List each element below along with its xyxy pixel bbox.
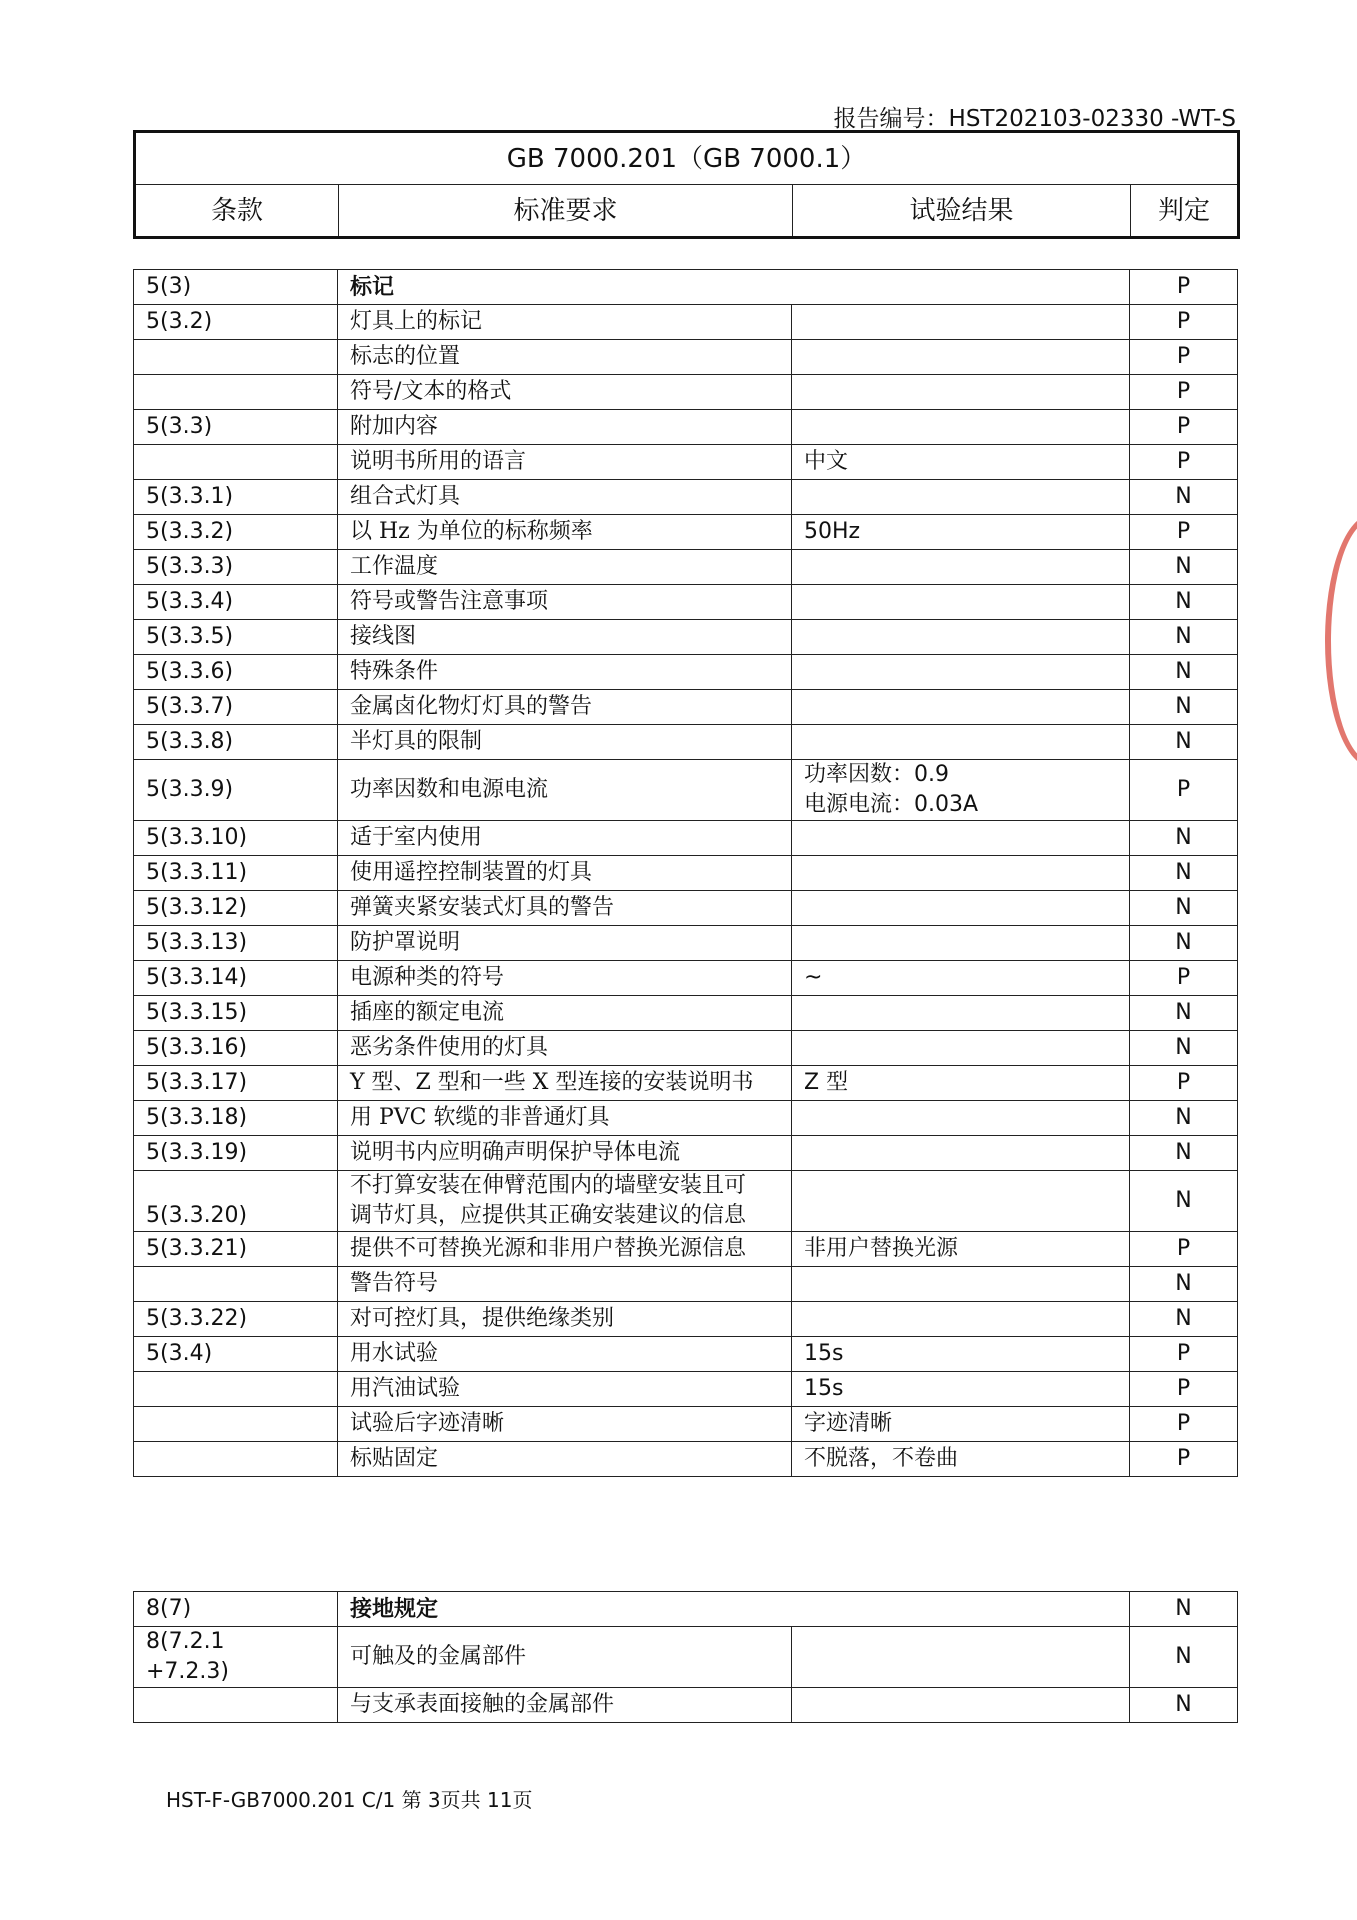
- clause-cell: [134, 926, 338, 961]
- requirement-cell: [338, 1267, 792, 1302]
- result-cell: [792, 375, 1130, 410]
- column-header-verdict: 判定: [1131, 185, 1239, 238]
- clause-cell: [134, 655, 338, 690]
- result-cell: [792, 1232, 1130, 1267]
- table-row: [134, 1066, 1238, 1101]
- requirement-text: 组合式灯具: [350, 484, 461, 509]
- requirement-cell: [338, 270, 1130, 305]
- table-row: [134, 620, 1238, 655]
- requirement-text: 防护罩说明: [350, 930, 461, 955]
- clause-text: 5(3.3.7): [146, 694, 234, 719]
- clause-cell: [134, 270, 338, 305]
- result-cell: [792, 515, 1130, 550]
- clause-cell: [134, 445, 338, 480]
- clause-text: 5(3.3.12): [146, 895, 248, 920]
- result-text: 功率因数：0.9: [804, 762, 949, 787]
- verdict-cell: P: [1130, 1372, 1238, 1407]
- requirement-text: 可触及的金属部件: [350, 1644, 527, 1669]
- clause-text: 5(3.3.3): [146, 554, 234, 579]
- result-cell: [792, 340, 1130, 375]
- requirement-cell: [338, 1066, 792, 1101]
- result-text: 不脱落，不卷曲: [804, 1446, 959, 1471]
- clause-cell: [134, 760, 338, 821]
- clause-text: 5(3.3.5): [146, 624, 234, 649]
- result-text: 非用户替换光源: [804, 1236, 959, 1261]
- requirement-text: 电源种类的符号: [350, 965, 505, 990]
- requirement-text: 以 Hz 为单位的标称频率: [350, 519, 593, 544]
- requirement-text: 用 PVC 软缆的非普通灯具: [350, 1105, 610, 1130]
- table-row: [134, 1407, 1238, 1442]
- requirement-text: 使用遥控控制装置的灯具: [350, 860, 593, 885]
- result-text-line2: 电源电流：0.03A: [804, 792, 979, 817]
- clause-text: 5(3): [146, 274, 192, 299]
- clause-cell: [134, 340, 338, 375]
- clause-cell: [134, 1101, 338, 1136]
- requirement-text: 用水试验: [350, 1341, 439, 1366]
- table-row: [134, 375, 1238, 410]
- requirement-cell: [338, 1337, 792, 1372]
- clause-text: 8(7): [146, 1596, 192, 1621]
- table-row: [134, 856, 1238, 891]
- table-row: [134, 690, 1238, 725]
- clause-cell: [134, 305, 338, 340]
- table-row: [134, 926, 1238, 961]
- clause-cell: [134, 1031, 338, 1066]
- clause-cell: [134, 1337, 338, 1372]
- verdict-cell: N: [1130, 480, 1238, 515]
- result-cell: [792, 1101, 1130, 1136]
- verdict-cell: N: [1130, 585, 1238, 620]
- requirement-cell: [338, 305, 792, 340]
- result-cell: [792, 926, 1130, 961]
- table-row: [134, 1372, 1238, 1407]
- requirement-cell: [338, 410, 792, 445]
- clause-cell: [134, 1232, 338, 1267]
- verdict-cell: N: [1130, 690, 1238, 725]
- result-cell: [792, 1066, 1130, 1101]
- clause-cell: [134, 1372, 338, 1407]
- result-cell: [792, 445, 1130, 480]
- result-cell: [792, 1442, 1130, 1477]
- requirement-text: 用汽油试验: [350, 1376, 461, 1401]
- clause-text: 5(3.2): [146, 309, 213, 334]
- clause-text: 5(3.3.6): [146, 659, 234, 684]
- clause-text: 8(7.2.1: [146, 1629, 225, 1654]
- result-cell: [792, 760, 1130, 821]
- verdict-cell: P: [1130, 1337, 1238, 1372]
- requirement-text-line2: 调节灯具，应提供其正确安装建议的信息: [350, 1203, 747, 1228]
- table-row: [134, 1302, 1238, 1337]
- result-cell: [792, 856, 1130, 891]
- table-row: [134, 1031, 1238, 1066]
- table-row: [134, 1442, 1238, 1477]
- clause-cell: [134, 690, 338, 725]
- clause-cell: [134, 891, 338, 926]
- clause-text: 5(3.3.1): [146, 484, 234, 509]
- requirement-cell: [338, 725, 792, 760]
- report-number: 报告编号：HST202103-02330 -WT-S: [833, 106, 1236, 132]
- clause-text: 5(3.3): [146, 414, 213, 439]
- result-cell: [792, 1136, 1130, 1171]
- result-cell: [792, 1407, 1130, 1442]
- requirement-text: 接线图: [350, 624, 417, 649]
- requirement-cell: [338, 1232, 792, 1267]
- clause-text: 5(3.4): [146, 1341, 213, 1366]
- result-cell: [792, 690, 1130, 725]
- verdict-cell: P: [1130, 1442, 1238, 1477]
- requirement-cell: [338, 926, 792, 961]
- table-row: [134, 1232, 1238, 1267]
- requirement-text: 工作温度: [350, 554, 439, 579]
- clause-text: 5(3.3.15): [146, 1000, 248, 1025]
- clause-cell: [134, 1407, 338, 1442]
- requirement-cell: [338, 996, 792, 1031]
- table-row: [134, 996, 1238, 1031]
- result-cell: [792, 480, 1130, 515]
- requirement-text: 试验后字迹清晰: [350, 1411, 505, 1436]
- result-cell: [792, 410, 1130, 445]
- table-row: [134, 655, 1238, 690]
- clause-text: 5(3.3.9): [146, 777, 234, 802]
- requirement-cell: [338, 375, 792, 410]
- result-cell: [792, 961, 1130, 996]
- clause-cell: [134, 856, 338, 891]
- verdict-cell: P: [1130, 760, 1238, 821]
- table-row: [134, 821, 1238, 856]
- requirement-text: 金属卤化物灯灯具的警告: [350, 694, 593, 719]
- requirement-cell: [338, 550, 792, 585]
- requirement-cell: [338, 961, 792, 996]
- verdict-cell: N: [1130, 1101, 1238, 1136]
- requirement-text: 说明书所用的语言: [350, 449, 527, 474]
- requirement-cell: [338, 1136, 792, 1171]
- verdict-cell: N: [1130, 1302, 1238, 1337]
- verdict-cell: P: [1130, 375, 1238, 410]
- requirement-cell: [338, 1407, 792, 1442]
- table-row: [134, 410, 1238, 445]
- clause-cell: [134, 821, 338, 856]
- table-row: [134, 305, 1238, 340]
- requirement-cell: [338, 1372, 792, 1407]
- clause-cell: [134, 1171, 338, 1232]
- result-cell: [792, 996, 1130, 1031]
- clause-cell: [134, 1442, 338, 1477]
- result-cell: [792, 585, 1130, 620]
- requirement-cell: [338, 515, 792, 550]
- standard-header-table: [133, 130, 1240, 239]
- requirement-text: Y 型、Z 型和一些 X 型连接的安装说明书: [350, 1070, 754, 1095]
- requirement-cell: [338, 480, 792, 515]
- result-cell: [792, 1337, 1130, 1372]
- verdict-cell: N: [1130, 1267, 1238, 1302]
- verdict-cell: P: [1130, 515, 1238, 550]
- requirement-text: 弹簧夹紧安装式灯具的警告: [350, 895, 615, 920]
- requirement-text: 标贴固定: [350, 1446, 439, 1471]
- clause-text: 5(3.3.18): [146, 1105, 248, 1130]
- clause-text: 5(3.3.17): [146, 1070, 248, 1095]
- table-row: [134, 760, 1238, 821]
- requirement-cell: [338, 340, 792, 375]
- requirement-text: 恶劣条件使用的灯具: [350, 1035, 549, 1060]
- table-row: [134, 445, 1238, 480]
- page-footer: HST-F-GB7000.201 C/1 第 3页共 11页: [166, 1788, 533, 1812]
- requirement-cell: [338, 655, 792, 690]
- clause-cell: [134, 725, 338, 760]
- verdict-cell: N: [1130, 926, 1238, 961]
- result-text: 中文: [804, 449, 849, 474]
- result-cell: [792, 1031, 1130, 1066]
- clause-text: 5(3.3.16): [146, 1035, 248, 1060]
- requirement-text: 半灯具的限制: [350, 729, 483, 754]
- requirement-cell: [338, 891, 792, 926]
- result-text: 15s: [804, 1376, 844, 1401]
- verdict-cell: N: [1130, 725, 1238, 760]
- verdict-cell: N: [1130, 1592, 1238, 1627]
- standard-title: GB 7000.201（GB 7000.1）: [135, 132, 1239, 185]
- requirement-cell: [338, 1442, 792, 1477]
- verdict-cell: N: [1130, 856, 1238, 891]
- requirement-text: 接地规定: [350, 1596, 439, 1622]
- clause-cell: [134, 996, 338, 1031]
- clause-cell: [134, 1267, 338, 1302]
- clause-text: 5(3.3.21): [146, 1236, 248, 1261]
- result-cell: [792, 1302, 1130, 1337]
- requirement-text: 灯具上的标记: [350, 309, 483, 334]
- requirement-text: 符号或警告注意事项: [350, 589, 549, 614]
- clause-cell: [134, 375, 338, 410]
- requirement-cell: [338, 1592, 1130, 1627]
- clause-text: 5(3.3.22): [146, 1306, 248, 1331]
- verdict-cell: P: [1130, 1232, 1238, 1267]
- result-cell: [792, 1688, 1130, 1723]
- table-row: [134, 1688, 1238, 1723]
- verdict-cell: N: [1130, 891, 1238, 926]
- clause-cell: [134, 620, 338, 655]
- clause-cell: [134, 1302, 338, 1337]
- requirement-text: 说明书内应明确声明保护导体电流: [350, 1140, 681, 1165]
- clause-cell: [134, 1592, 338, 1627]
- clause-cell: [134, 1688, 338, 1723]
- table-row: [134, 480, 1238, 515]
- verdict-cell: N: [1130, 655, 1238, 690]
- verdict-cell: P: [1130, 410, 1238, 445]
- requirement-cell: [338, 1688, 792, 1723]
- table-row: [134, 725, 1238, 760]
- verdict-cell: N: [1130, 620, 1238, 655]
- requirement-cell: [338, 1627, 792, 1688]
- verdict-cell: N: [1130, 1031, 1238, 1066]
- clause-cell: [134, 480, 338, 515]
- requirement-text: 标记: [350, 274, 395, 300]
- table-row: [134, 961, 1238, 996]
- clause-cell: [134, 410, 338, 445]
- result-cell: [792, 550, 1130, 585]
- clause-cell: [134, 550, 338, 585]
- requirement-text: 特殊条件: [350, 659, 439, 684]
- requirement-text: 警告符号: [350, 1271, 439, 1296]
- result-cell: [792, 891, 1130, 926]
- clause-8-7-table: [133, 1591, 1238, 1723]
- clause-text: 5(3.3.8): [146, 729, 234, 754]
- clause-5-3-table: [133, 269, 1238, 1477]
- clause-cell: [134, 515, 338, 550]
- clause-text: 5(3.3.4): [146, 589, 234, 614]
- clause-text: 5(3.3.20): [146, 1203, 248, 1228]
- clause-text: 5(3.3.10): [146, 825, 248, 850]
- requirement-text: 标志的位置: [350, 344, 461, 369]
- result-cell: [792, 1267, 1130, 1302]
- requirement-text: 与支承表面接触的金属部件: [350, 1692, 615, 1717]
- table-row: [134, 1136, 1238, 1171]
- verdict-cell: P: [1130, 445, 1238, 480]
- column-header-clause: 条款: [135, 185, 339, 238]
- verdict-cell: N: [1130, 1171, 1238, 1232]
- verdict-cell: N: [1130, 821, 1238, 856]
- clause-cell: [134, 961, 338, 996]
- requirement-cell: [338, 445, 792, 480]
- requirement-cell: [338, 1101, 792, 1136]
- table-row: [134, 270, 1238, 305]
- verdict-cell: N: [1130, 1136, 1238, 1171]
- requirement-cell: [338, 620, 792, 655]
- requirement-text: 功率因数和电源电流: [350, 777, 549, 802]
- result-cell: [792, 620, 1130, 655]
- verdict-cell: N: [1130, 1688, 1238, 1723]
- requirement-cell: [338, 760, 792, 821]
- verdict-cell: N: [1130, 996, 1238, 1031]
- table-row: [134, 1101, 1238, 1136]
- requirement-cell: [338, 1031, 792, 1066]
- table-row: [134, 515, 1238, 550]
- clause-cell: [134, 585, 338, 620]
- table-row: [134, 550, 1238, 585]
- clause-text: 5(3.3.19): [146, 1140, 248, 1165]
- requirement-text: 插座的额定电流: [350, 1000, 505, 1025]
- clause-cell: [134, 1627, 338, 1688]
- verdict-cell: P: [1130, 270, 1238, 305]
- requirement-text: 符号/文本的格式: [350, 379, 512, 404]
- result-text: 字迹清晰: [804, 1411, 893, 1436]
- clause-cell: [134, 1136, 338, 1171]
- clause-cell: [134, 1066, 338, 1101]
- requirement-cell: [338, 585, 792, 620]
- table-row: [134, 1627, 1238, 1688]
- clause-text: 5(3.3.14): [146, 965, 248, 990]
- requirement-cell: [338, 690, 792, 725]
- verdict-cell: P: [1130, 1407, 1238, 1442]
- requirement-cell: [338, 1171, 792, 1232]
- verdict-cell: P: [1130, 961, 1238, 996]
- verdict-cell: N: [1130, 1627, 1238, 1688]
- table-row: [134, 1171, 1238, 1232]
- seal-stamp: [1325, 515, 1357, 767]
- result-cell: [792, 1171, 1130, 1232]
- clause-text-line2: +7.2.3): [146, 1659, 229, 1684]
- requirement-text: 适于室内使用: [350, 825, 483, 850]
- result-cell: [792, 725, 1130, 760]
- result-cell: [792, 1627, 1130, 1688]
- table-row: [134, 1592, 1238, 1627]
- requirement-cell: [338, 821, 792, 856]
- result-text: 50Hz: [804, 519, 861, 544]
- clause-text: 5(3.3.2): [146, 519, 234, 544]
- requirement-text: 附加内容: [350, 414, 439, 439]
- result-cell: [792, 655, 1130, 690]
- requirement-text: 提供不可替换光源和非用户替换光源信息: [350, 1236, 747, 1261]
- result-cell: [792, 1372, 1130, 1407]
- requirement-cell: [338, 1302, 792, 1337]
- table-row: [134, 585, 1238, 620]
- result-cell: [792, 821, 1130, 856]
- requirement-cell: [338, 856, 792, 891]
- result-cell: [792, 305, 1130, 340]
- verdict-cell: P: [1130, 340, 1238, 375]
- result-text: ~: [804, 965, 823, 990]
- verdict-cell: N: [1130, 550, 1238, 585]
- clause-text: 5(3.3.13): [146, 930, 248, 955]
- table-row: [134, 891, 1238, 926]
- table-row: [134, 340, 1238, 375]
- result-text: 15s: [804, 1341, 844, 1366]
- result-text: Z 型: [804, 1070, 849, 1095]
- requirement-text: 对可控灯具，提供绝缘类别: [350, 1306, 615, 1331]
- column-header-result: 试验结果: [793, 185, 1131, 238]
- verdict-cell: P: [1130, 1066, 1238, 1101]
- table-row: [134, 1337, 1238, 1372]
- verdict-cell: P: [1130, 305, 1238, 340]
- column-header-requirement: 标准要求: [339, 185, 793, 238]
- table-row: [134, 1267, 1238, 1302]
- clause-text: 5(3.3.11): [146, 860, 248, 885]
- requirement-text: 不打算安装在伸臂范围内的墙壁安装且可: [350, 1173, 747, 1198]
